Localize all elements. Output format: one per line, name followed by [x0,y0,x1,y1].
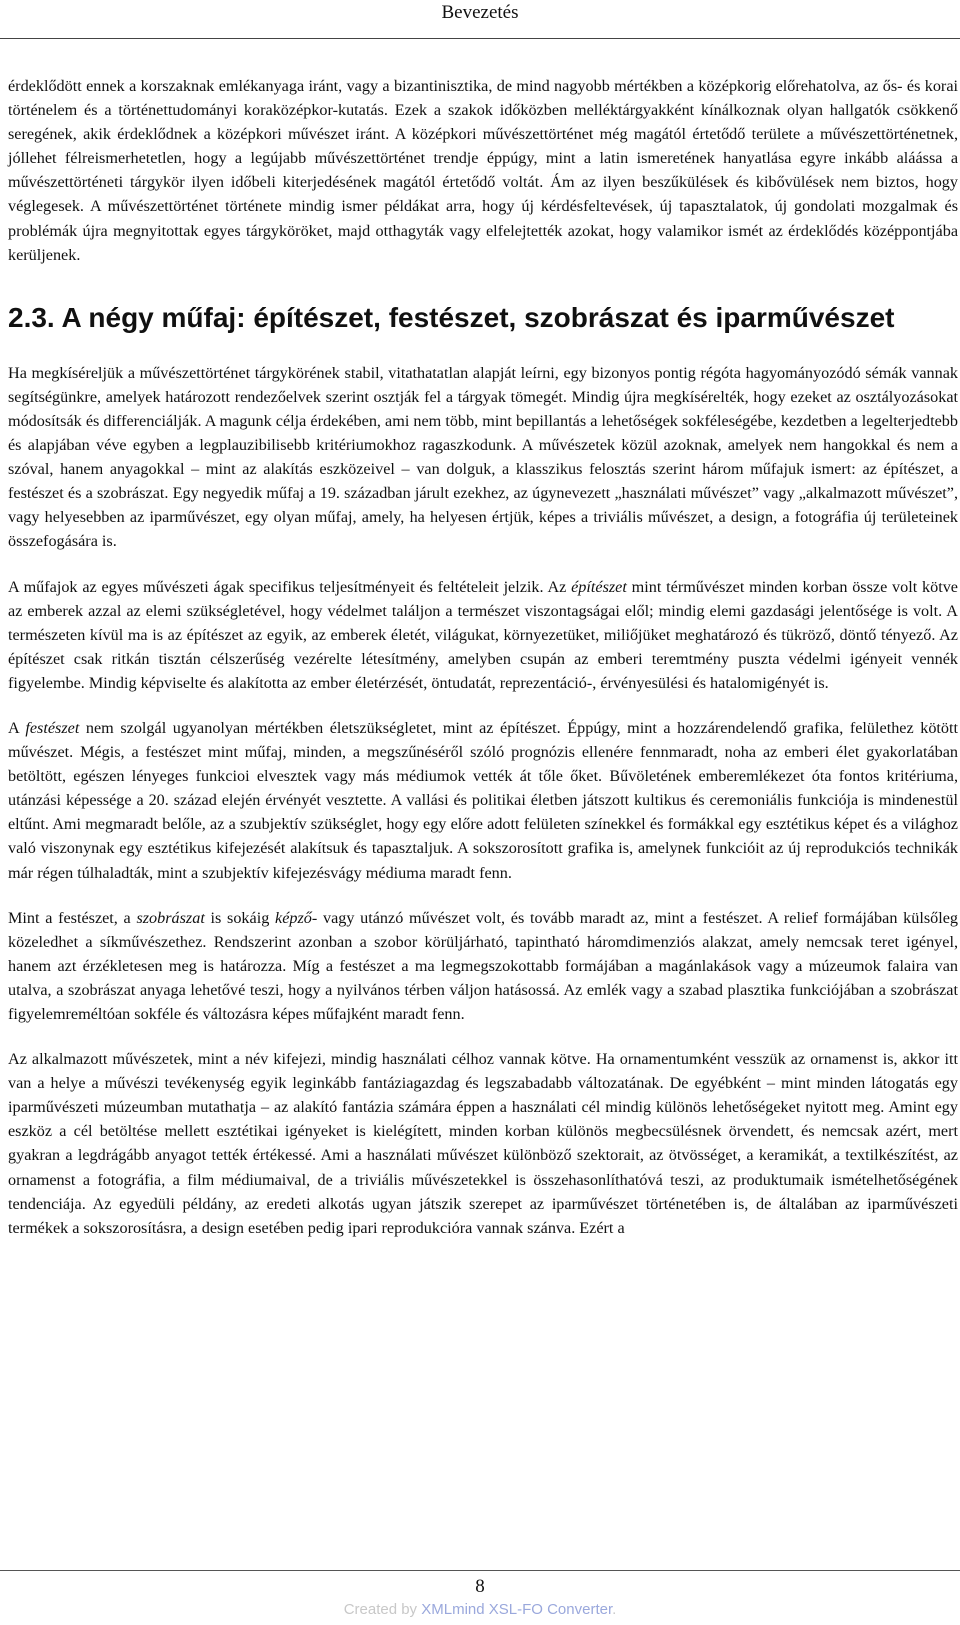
intro-paragraph-1 [8,74,958,267]
paragraph-text: nem szolgál ugyanolyan mértékben életszükségletet, mint az építészet. Éppúgy, mint a hozzárendelendő grafika, felülethez kötött művészet. Mégis, a festészet mint műfaj, minden, a megszűnéséről szóló prognózis ellenére fennmaradt, noha az emberi élet gyakorlatában betöltött, egészen lényeges funkcioi elvesztek vagy más médiumok vették át tőle őket. Bűvöletének emberemlékezet óta fontos kritériuma, utánzási képessége a 20. század elején érvényét vesztette. A vallási és politikai életben játszott kultikus és ceremoniális funkciója is mindenestül eltűnt. Ami megmaradt belőle, az a szubjektív szükséglet, hogy egy előre adott felületen színekkel és formákkal egy esztétikus képet és a világhoz való viszonynak egy esztétikus kifejezését alakítsuk és tapasztaljuk. A sokszorosított grafika is, amelynek funkcióit az új reprodukciós technikák már régen túlhaladták, mint a szubjektív kifejezésvágy médiuma maradt fenn. [8,718,959,882]
paragraph-text: is sokáig [204,908,276,927]
section-paragraph-1 [8,361,958,554]
converter-credit [0,1601,960,1618]
page-header [0,0,960,39]
section-heading: 2.3. A négy műfaj: építészet, festészet, szobrászat és iparművészet [8,301,895,333]
emphasized-term: képző [275,908,312,927]
credit-link[interactable]: XMLmind XSL-FO Converter [421,1601,613,1618]
page-content [8,74,958,1240]
emphasized-term: építészet [571,577,627,596]
paragraph-text: mint térművészet minden korban össze volt kötve az emberek azzal az elemi szükségletével, hogy védelmet találjon a természet viszontagságai elől; mindig elemi gazdasági jelentősége is volt. A természeten kívül ma is az építészet az egyik, az emberek életét, világukat, környezetüket, miliőjüket meghatározó és tükröző, döntő tényező. Az építészet csak ritkán tisztán célszerűség vezérelte létesítmény, amelyben csupán az emberi teremtmény puszta védelmi igényeit vennék figyelembe. Mindig képviselte és alakította az ember életérzését, öntudatát, reprezentáció-, érvényesülési és hatalomigényét is. [8,577,958,692]
page-number: 8 [475,1576,485,1597]
credit-suffix: . [612,1601,617,1618]
section-paragraph-5 [8,1047,958,1240]
emphasized-term: festészet [25,718,80,737]
paragraph-text: Az alkalmazott művészetek, mint a név kifejezi, mindig használati célhoz vannak kötve. Ha ornamentumként vesszük az ornamenst is, akkor itt van a helye a művészi tevékenység egyik leginkább fantáziagazdag és legszabadabb változatának. De egyébként – mint minden látogatás egy iparművészeti múzeumban mutathatja – az alakító fantázia számára éppen a használati cél mindig különös lehetőségeket nyitott meg. Amint egy eszköz a cél betöltése mellett esztétikai igényeket is kielégített, minden korban különös megbecsülésnek örvendett, és nemcsak azért, mert gyakran a legdrágább anyagot tették értékessé. Ami a használati művészet különböző szektorait, az ötvösséget, a keramikát, a textilkészítést, az ornamenst a fotográfia, a film médiumaival, de a triviális művészetekkel is összehasonlíthatóvá teszi, az produktumaik ismételhetőségének tendenciája. Az egyedüli példány, az eredeti alkotás ugyan játszik szerepet az iparművészet történetében is, de általában az iparművészeti termékek a sokszorosításra, a design esetében pedig ipari reprodukcióra vannak szánva. Ezért a [8,1050,958,1237]
intro-paragraphs [8,74,958,267]
paragraph-text: érdeklődött ennek a korszaknak emlékanyaga iránt, vagy a bizantinisztika, de mind nagyobb mértékben a középkorig előrehatolva, az ős- és korai történelem és a történettudományi koraközépkor-kutatás. Ezek a szakok időközben melléktárgyakként kínálkoznak olyan hallgatók csökkenő seregének, akik érdeklődnek a középkori művészet iránt. A középkori művészettörténet még magától értetődő területe a művészettörténetnek, jóllehet félreismerhetetlen, hogy a legújabb művészettörténet trendje éppúgy, mint a latin ismeretének hanyatlása egyre inkább aláássa a művészettörténeti tárgykör ilyen időbeli kiterjedésének magától értetődő voltát. Ám az ilyen beszűkülések és kibővülések nem biztos, hogy véglegesek. A művészettörténet története mindig ismer példákat arra, hogy új kérdésfeltevések, új tapasztalatok, új gondolati mozgalmak és problémák újra megnyitottak egyes tárgyköröket, majd otthagyták vagy elfelejtették azokat, hogy valamikor ismét az érdeklődés középpontjába kerüljenek. [8,77,958,264]
paragraph-text: Mint a festészet, a [8,908,137,927]
footer-divider [0,1570,960,1571]
section-paragraph-4 [8,906,958,1026]
credit-prefix: Created by [343,1601,422,1618]
section-paragraph-2 [8,575,958,695]
paragraph-text: - vagy utánzó művészet volt, és tovább maradt az, mint a festészet. A relief formájában külsőleg közeledhet a síkművészethez. Rendszerint azonban a szobor körüljárható, tapintható háromdimenziós alakzat, amely nemcsak teret igényel, hanem azt érzékletesen meg is határozza. Míg a festészet a ma legmegszokottabb formájában a magánlakások vagy a múzeumok falaira van utalva, a szobrászat anyaga lehetővé teszi, hogy a nyilvános térben váljon hatásossá. Az emlék vagy a szabad plasztika funkciójában a szobrászat figyelemreméltóan sokféle és változásra képes műfajként maradt fenn. [8,908,958,1023]
paragraph-text: Ha megkíséreljük a művészettörténet tárgykörének stabil, vitathatatlan alapját leírni, egy bizonyos pontig régóta hagyományozódó sémák vannak segítségünkre, amelyek határozott rendezőelvek szerint osztják fel a tárgyak tömegét. Mindig újra megkísérelték, hogy ezeket az osztályozásokat módosítsák és differenciálják. A magunk célja érdekében, ami nem több, mint bepillantás a lehetőségek sokféleségébe, kezdetben a legelterjedtebb és alapjában véve egyben a legplauzibilisebb kritériumokhoz ragaszkodunk. A művészetek közül azoknak, amelyek nem hangokkal és nem a szóval, hanem anyagokkal – mint az alakítás eszközeivel – van dolguk, a klasszikus felosztás szerint három műfajuk ismert: az építészet, a festészet és a szobrászat. Egy negyedik műfaj a 19. században járult ezekhez, az úgynevezett „használati művészet” vagy „alkalmazott művészet”, vagy helyesebben az iparművészet, egy olyan műfaj, amely, ha helyesen értjük, képes a triviális művészet, a design, a fotográfia új területeinek összefogására is. [8,363,958,551]
paragraph-text: A [8,718,26,737]
section-paragraph-3 [8,716,958,885]
emphasized-term: szobrászat [136,908,205,927]
paragraph-text: A műfajok az egyes művészeti ágak specifikus teljesítményeit és feltételeit jelzik. Az [8,577,572,596]
section-paragraphs [8,361,958,1240]
running-header-title: Bevezetés [441,2,519,23]
